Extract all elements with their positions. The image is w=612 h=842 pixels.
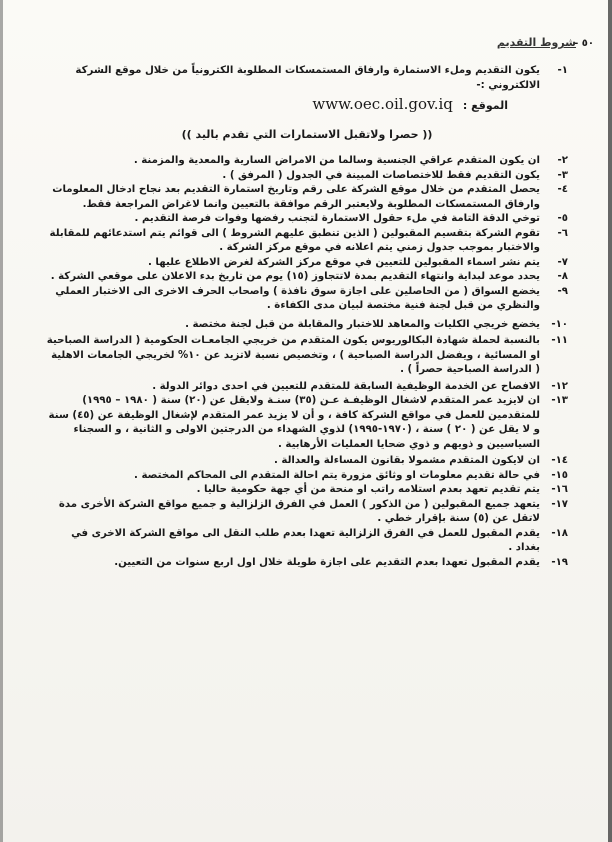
item-text: بالنسبة لحملة شهادة البكالوريوس يكون المتقدم من خريجي الجامعـات الحكومية ( الدراسة الصباحية او المسائية ، ويفضل الدراسة الصباحية ) ، وتخصيص نسبة لاتزيد عن ١٠% لخريجي الجامعات الاهلية ( الدراسة الصباحية حصراً ) . (46, 335, 540, 375)
item-text: يكون التقديم فقط للاختصاصات المبينة في الجدول ( المرفق ) . (222, 169, 540, 181)
condition-item (46, 454, 568, 469)
item-text: يخضع السواق ( من الحاصلين على اجازة سوق نافذة ) واصحاب الحرف الاخرى الى الاختبار العملي والنظري من قبل لجنة فنية مختصة لبيان مدى الكفاءة . (55, 285, 540, 311)
condition-item (46, 169, 568, 184)
condition-item (46, 556, 568, 571)
item-text: يكون التقديم وملء الاستمارة وارفاق المستمسكات المطلوبة الكترونياً من خلال موقع الشركة الالكتروني :- (75, 65, 540, 91)
item-number: ١١- (551, 335, 568, 346)
item-text: يقدم المقبول للعمل في الفرق الزلزالية تعهدا بعدم طلب النقل الى مواقع الشركة الاخرى في بغداد . (71, 527, 540, 553)
item-number: ٧- (557, 256, 568, 268)
item-number: ١٣- (551, 395, 568, 406)
condition-item (46, 256, 568, 271)
condition-item (46, 483, 568, 498)
condition-item (46, 154, 568, 169)
item-number: ٣- (557, 169, 568, 181)
item-text: توخي الدقة التامة في ملء حقول الاستمارة لتجنب رفضها وفوات فرصة التقديم . (134, 213, 540, 224)
item-number: ١٢- (551, 380, 568, 392)
item-number: ١٩- (551, 556, 568, 568)
scan-edge-left (0, 0, 3, 842)
item-text: يحدد موعد لبداية وانتهاء التقديم بمدة لاتتجاوز (١٥) يوم من تاريخ بدء الاعلان على موقعي الشركة . (50, 271, 540, 282)
item-number: ١٥- (551, 469, 568, 481)
condition-item (46, 270, 568, 285)
condition-item (46, 285, 568, 314)
item-text: ان يكون المتقدم عراقي الجنسية وسالما من الامراض السارية والمعدية والمزمنة . (133, 155, 540, 166)
website-row (46, 97, 568, 114)
item-text: يتعهد جميع المقبولين ( من الذكور ) العمل في الفرق الزلزالية و جميع مواقع الشركة الأخرى مدة لاتقل عن (٥) سنة بإقرار خطي . (58, 498, 540, 524)
notice-hand-delivery: (( حصرا ولاتقبل الاستمارات التي تقدم باليد )) (181, 127, 433, 141)
condition-item (46, 318, 568, 333)
item-text: في حالة تقديم معلومات او وثائق مزورة يتم احالة المتقدم الى المحاكم المختصة . (134, 469, 540, 481)
item-number: ٢- (557, 155, 568, 166)
item-text: ان لايكون المتقدم مشمولا بقانون المساءلة والعدالة . (274, 455, 540, 466)
conditions-body (46, 64, 568, 570)
condition-item-1 (46, 64, 568, 93)
item-number: ١- (557, 65, 568, 76)
item-text: تقوم الشركة بتقسيم المقبولين ( الذين تنطبق عليهم الشروط ) الى قوائم يتم استدعائهم للمقابلة والاختبار بموجب جدول زمني يتم اعلانه في موقع مركز الشركة . (49, 227, 540, 253)
item-number: ٤- (557, 184, 568, 195)
item-number: ٦- (557, 227, 568, 239)
condition-item (46, 380, 568, 395)
condition-item (46, 183, 568, 212)
website-url: www.oec.oil.gov.iq (312, 95, 453, 113)
page-reference: ٥٠ - (574, 38, 594, 49)
section-title: شروط التقديم (496, 36, 576, 49)
item-number: ٩- (557, 285, 568, 297)
condition-item (46, 227, 568, 256)
condition-item (46, 334, 568, 378)
item-number: ١٧- (551, 498, 568, 510)
condition-item (46, 527, 568, 556)
item-number: ١٠- (551, 318, 568, 330)
item-text: يتم تقديم تعهد بعدم استلامه راتب او منحة من أي جهة حكومية حاليا . (196, 484, 540, 495)
item-text: الافصاح عن الخدمة الوظيفية السابقة للمتقدم للتعيين في احدى دوائر الدولة . (152, 380, 540, 392)
item-number: ١٦- (551, 484, 568, 495)
website-label: الموقع : (462, 99, 508, 112)
condition-item (46, 212, 568, 227)
scan-edge-right (608, 0, 612, 842)
item-text: يقدم المقبول تعهدا بعدم التقديم على اجازة طويلة خلال اول اربع سنوات من التعيين. (114, 556, 540, 568)
item-number: ١٤- (551, 455, 568, 466)
item-number: ٨- (557, 271, 568, 282)
condition-item (46, 498, 568, 527)
item-text: يتم نشر اسماء المقبولين للتعيين في موقع مركز الشركة لغرض الاطلاع عليها . (147, 256, 540, 268)
item-text: ان لايزيد عمر المتقدم لاشغال الوظيفـة عـن (٣٥) سنـة ولايقل عن (٢٠) سنة ( ١٩٨٠ – ١٩٩٥) للمتقدمين للعمل في مواقع الشركة كافة ، و أن لا يزيد عمر المتقدم لإشغال الوظيفة عن (٤٥) سنة و لا يقل عن ( ٢٠ ) سنة ، (١٩٧٠-١٩٩٥) لذوي الشهداء من الدرجتين الاولى و الثانية ، و السجناء السياسيين و ذويهم و ذوي ضحايا العمليات الأرهابية . (48, 395, 540, 450)
condition-item (46, 469, 568, 484)
item-number: ١٨- (551, 527, 568, 539)
condition-item (46, 394, 568, 452)
item-text: يحصل المتقدم من خلال موقع الشركة على رقم وتاريخ استمارة التقديم بعد نجاح ادخال المعلومات وارفاق المستمسكات المطلوبة ولايعتبر الرقم موافقة بالتعيين وانما لاغراض المراجعة فقط. (52, 184, 540, 210)
item-text: يخضع خريجي الكليات والمعاهد للاختبار والمقابلة من قبل لجنة مختصة . (185, 318, 540, 330)
item-number: ٥- (557, 213, 568, 224)
